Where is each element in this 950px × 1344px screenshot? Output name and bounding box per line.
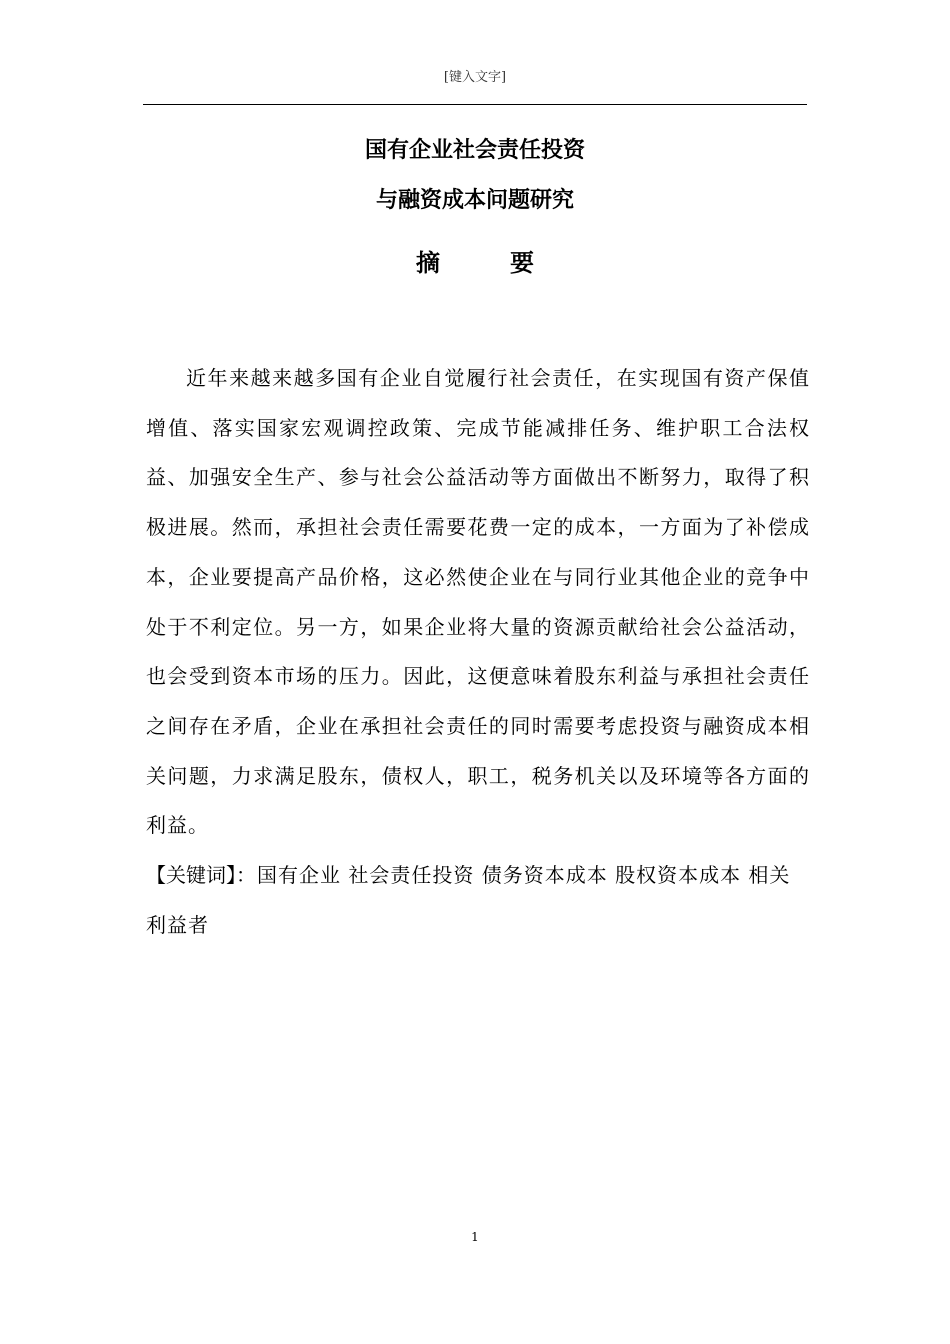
keywords-list: 国有企业 社会责任投资 债务资本成本 股权资本成本 相关利益者 [146,863,791,937]
header-divider [143,104,807,105]
page-number: 1 [471,1230,479,1244]
keywords-label: 【关键词】 [146,863,236,887]
keywords-paragraph [146,850,810,950]
abstract-heading: 摘要 [416,249,604,277]
document-title-line-1: 国有企业社会责任投资 [364,138,585,163]
document-title-line-2: 与融资成本问题研究 [375,188,574,213]
abstract-body: 近年来越来越多国有企业自觉履行社会责任，在实现国有资产保值增值、落实国家宏观调控政策、完成节能减排任务、维护职工合法权益、加强安全生产、参与社会公益活动等方面做出不断努力，取得了积极进展。然而，承担社会责任需要花费一定的成本，一方面为了补偿成本，企业要提高产品价格，这必然使企业在与同行业其他企业的竞争中处于不利定位。另一方，如果企业将大量的资源贡献给社会公益活动，也会受到资本市场的压力。因此，这便意味着股东利益与承担社会责任之间存在矛盾，企业在承担社会责任的同时需要考虑投资与融资成本相关问题，力求满足股东，债权人，职工，税务机关以及环境等各方面的利益。 [146,366,810,838]
header-placeholder-text: [键入文字] [443,70,507,85]
keywords-separator: ： [236,863,257,887]
